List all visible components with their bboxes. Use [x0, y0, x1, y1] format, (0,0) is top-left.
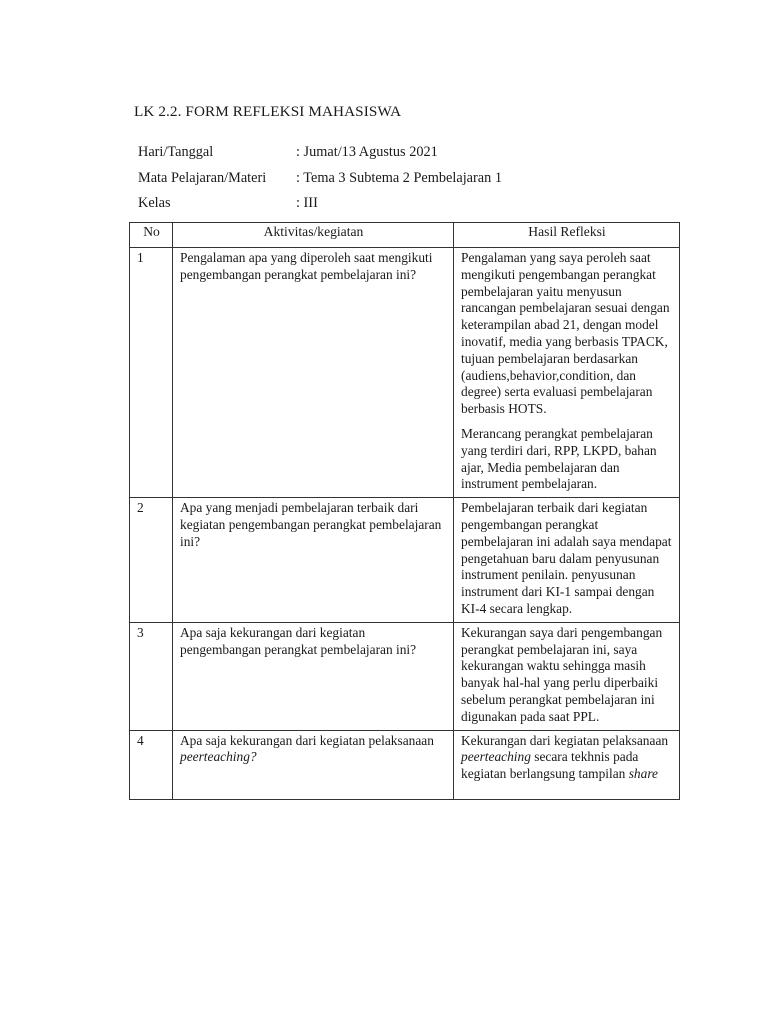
- cell-no: 1: [130, 248, 173, 498]
- result-paragraph: Pembelajaran terbaik dari kegiatan pengembangan perangkat pembelajaran ini adalah saya mendapat pengetahuan baru dalam penyusunan instrument penilain. penyusunan instrument dari KI-1 sampai dengan KI-4 secara lengkap.: [461, 500, 672, 616]
- cell-result: [454, 248, 680, 498]
- table-row: [130, 248, 680, 498]
- cell-activity: Apa saja kekurangan dari kegiatan pengembangan perangkat pembelajaran ini?: [173, 622, 454, 730]
- result-term: share: [628, 766, 658, 782]
- result-paragraph: Merancang perangkat pembelajaran yang terdiri dari, RPP, LKPD, bahan ajar, Media pembelajaran dan instrument pembelajaran.: [461, 425, 657, 492]
- table-row: [130, 730, 680, 799]
- header-no: No: [130, 223, 173, 248]
- table-header-row: [130, 223, 680, 248]
- cell-no: 2: [130, 498, 173, 623]
- activity-text: Apa saja kekurangan dari kegiatan pelaksanaan: [180, 732, 441, 748]
- result-text: Kekurangan dari kegiatan pelaksanaan: [461, 732, 669, 748]
- cell-activity: Apa yang menjadi pembelajaran terbaik dari kegiatan pengembangan perangkat pembelajaran ini?: [173, 498, 454, 623]
- result-paragraph: Pengalaman yang saya peroleh saat mengikuti pengembangan perangkat pembelajaran yaitu menyusun rancangan pembelajaran sesuai dengan keterampilan abad 21, dengan model inovatif, media yang berbasis TPACK, tujuan pembelajaran berdasarkan (audiens,behavior,condition, dan degree) serta evaluasi pembelajaran berbasis HOTS.: [461, 250, 670, 417]
- activity-term: peerteaching?: [180, 749, 257, 765]
- cell-result: [454, 498, 680, 623]
- header-result: Hasil Refleksi: [454, 223, 680, 248]
- result-paragraph: Kekurangan saya dari pengembangan perangkat pembelajaran ini, saya kekurangan waktu sehingga masih banyak hal-hal yang perlu diperbaiki sebelum perangkat pembelajaran ini digunakan pada saat PPL.: [461, 624, 663, 724]
- cell-result: [454, 730, 680, 799]
- meta-value: : III: [296, 195, 318, 211]
- table-row: [130, 498, 680, 623]
- page-title: LK 2.2. FORM REFLEKSI MAHASISWA: [134, 103, 402, 120]
- result-text: secara tekhnis pada kegiatan berlangsung tampilan: [461, 749, 639, 782]
- table-row: [130, 622, 680, 730]
- cell-activity: Pengalaman apa yang diperoleh saat mengikuti pengembangan perangkat pembelajaran ini?: [173, 248, 454, 498]
- reflection-table: [129, 222, 680, 800]
- meta-label: Mata Pelajaran/Materi: [138, 170, 267, 186]
- result-term: peerteaching: [461, 749, 531, 765]
- meta-value: : Jumat/13 Agustus 2021: [296, 144, 438, 160]
- meta-label: Kelas: [138, 195, 171, 211]
- meta-label: Hari/Tanggal: [138, 144, 214, 160]
- cell-no: 4: [130, 730, 173, 799]
- meta-value: : Tema 3 Subtema 2 Pembelajaran 1: [296, 170, 502, 186]
- header-activity: Aktivitas/kegiatan: [173, 223, 454, 248]
- cell-result: [454, 622, 680, 730]
- cell-no: 3: [130, 622, 173, 730]
- cell-activity: [173, 730, 454, 799]
